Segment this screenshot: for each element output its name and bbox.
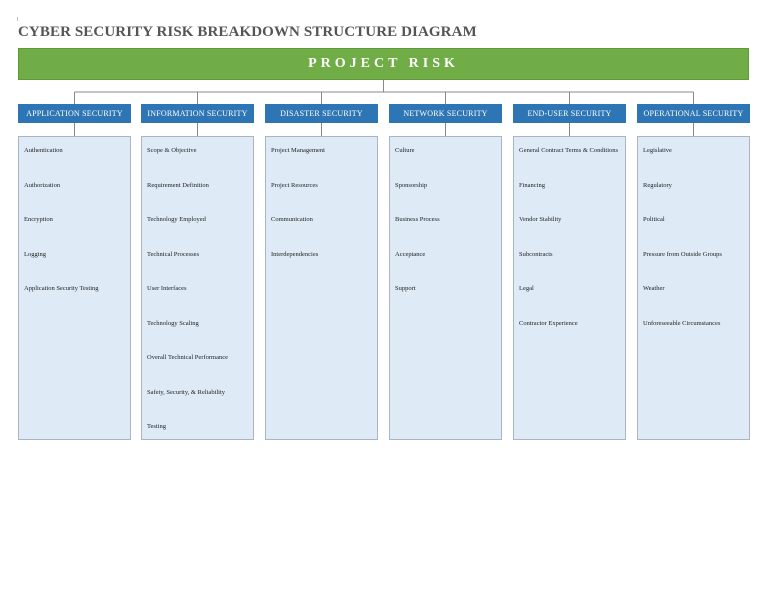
risk-item: Culture (395, 147, 415, 154)
diagram-title: CYBER SECURITY RISK BREAKDOWN STRUCTURE DIAGRAM (18, 24, 477, 40)
category-box-5 (637, 136, 750, 440)
risk-item: Legislative (643, 147, 672, 154)
risk-item: Political (643, 216, 665, 223)
category-header-5[interactable]: OPERATIONAL SECURITY (637, 104, 750, 123)
risk-item: Requirement Definition (147, 181, 209, 189)
risk-item: Logging (24, 250, 47, 258)
risk-item: Subcontracts (519, 250, 553, 258)
risk-item: Scope & Objective (147, 147, 197, 154)
category-header-0[interactable]: APPLICATION SECURITY (18, 104, 131, 123)
risk-item: General Contract Terms & Conditions (519, 147, 619, 154)
risk-item: User Interfaces (147, 285, 187, 292)
risk-item: Regulatory (643, 181, 672, 189)
risk-item: Encryption (24, 216, 53, 223)
risk-item: Technology Employed (147, 216, 206, 223)
risk-item: Testing (147, 423, 167, 430)
risk-item: Project Management (271, 147, 325, 154)
category-box-3 (389, 136, 502, 440)
risk-item: Acceptance (395, 250, 426, 258)
category-box-4 (513, 136, 626, 440)
category-box-2 (265, 136, 378, 440)
risk-item: Communication (271, 216, 313, 223)
risk-item: Overall Technical Performance (147, 354, 228, 361)
category-header-4[interactable]: END-USER SECURITY (513, 104, 626, 123)
risk-item: Legal (519, 285, 534, 292)
risk-item: Unforeseeable Circumstances (643, 319, 721, 327)
risk-item: Application Security Testing (24, 285, 99, 292)
risk-item: Sponsorship (395, 181, 428, 189)
risk-item: Technology Scaling (147, 319, 199, 327)
risk-item: Pressure from Outside Groups (643, 250, 722, 258)
category-box-0 (18, 136, 131, 440)
risk-item: Business Process (395, 216, 440, 223)
risk-item: Interdependencies (271, 250, 319, 258)
risk-item: Contractor Experience (519, 319, 578, 327)
risk-item: Authentication (24, 147, 63, 154)
risk-item: Technical Processes (147, 250, 200, 258)
risk-item: Project Resources (271, 181, 318, 189)
risk-item: Support (395, 285, 416, 292)
risk-item: Safety, Security, & Reliability (147, 388, 226, 396)
risk-item: Weather (643, 285, 665, 292)
category-header-2[interactable]: DISASTER SECURITY (265, 104, 378, 123)
category-box-1 (141, 136, 254, 440)
category-header-3[interactable]: NETWORK SECURITY (389, 104, 502, 123)
category-header-1[interactable]: INFORMATION SECURITY (141, 104, 254, 123)
risk-item: Vendor Stability (519, 216, 562, 223)
root-node-label: PROJECT RISK (308, 56, 459, 71)
risk-item: Financing (519, 181, 545, 189)
risk-item: Authorization (24, 181, 61, 189)
